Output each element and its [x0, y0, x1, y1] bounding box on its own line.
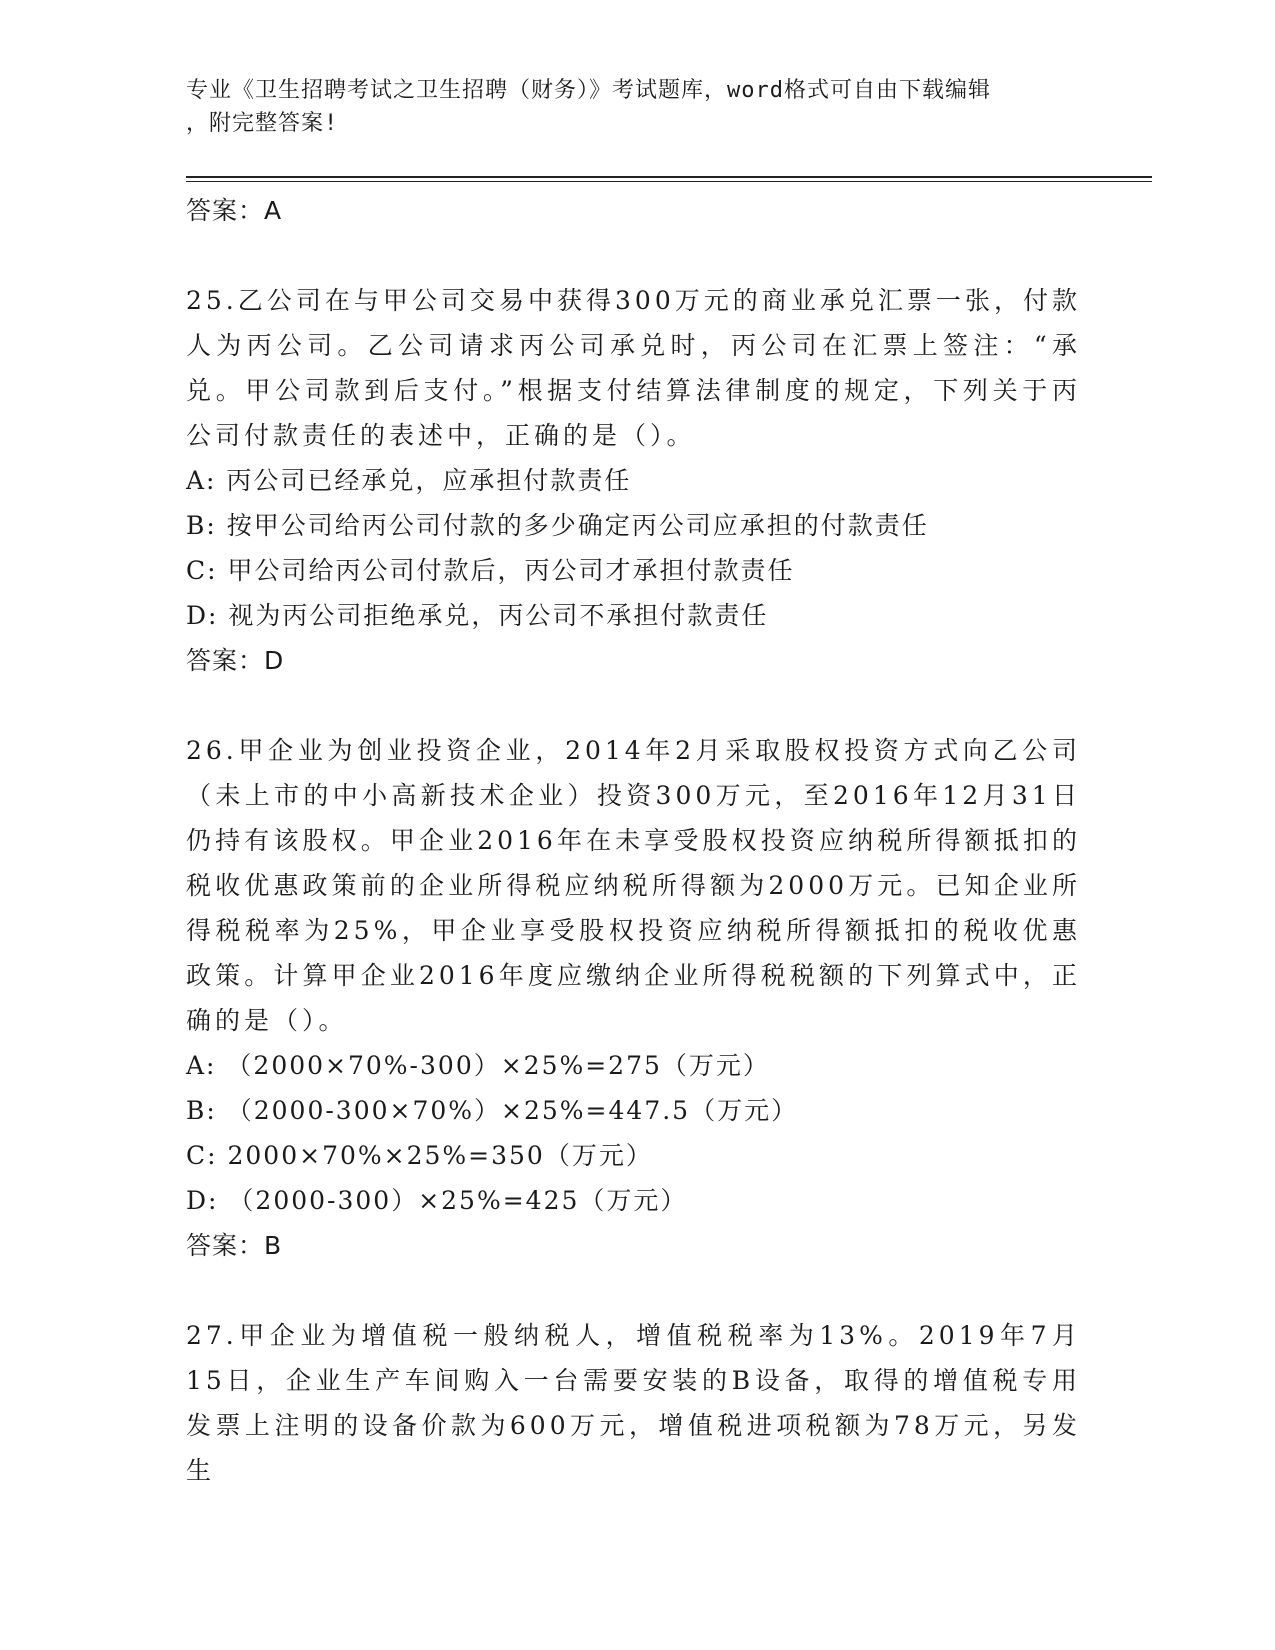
- page-header: [186, 74, 1066, 140]
- header-line-1: 专业《卫生招聘考试之卫生招聘（财务）》考试题库，word格式可自由下载编辑: [186, 78, 991, 103]
- option-a: A: （2000×70%-300）×25%=275（万元）: [186, 1051, 770, 1080]
- spacer: [186, 684, 1081, 728]
- option-b: B: （2000-300×70%）×25%=447.5（万元）: [186, 1096, 799, 1125]
- option-d: D: 视为丙公司拒绝承兑，丙公司不承担付款责任: [186, 601, 769, 630]
- answer-line: [186, 638, 1081, 684]
- spacer: [186, 234, 1081, 278]
- question-stem: 27.甲企业为增值税一般纳税人，增值税税率为13%。2019年7月15日，企业生产车间购入一台需要安装的B设备，取得的增值税专用发票上注明的设备价款为600万元，增值税进项税额为78万元，另发生: [186, 1321, 1081, 1485]
- option-d: D: （2000-300）×25%=425（万元）: [186, 1186, 688, 1215]
- option-c: C: 甲公司给丙公司付款后，丙公司才承担付款责任: [186, 556, 795, 585]
- header-line-2: ，附完整答案!: [186, 111, 339, 136]
- question-26: [186, 728, 1081, 1269]
- answer-label: 答案：: [186, 646, 265, 675]
- question-27: [186, 1313, 1081, 1493]
- answer-line: [186, 1223, 1081, 1269]
- question-stem: 26.甲企业为创业投资企业，2014年2月采取股权投资方式向乙公司（未上市的中小高新技术企业）投资300万元，至2016年12月31日仍持有该股权。甲企业2016年在未享受股权投资应纳税所得额抵扣的税收优惠政策前的企业所得税应纳税所得额为2000万元。已知企业所得税税率为25%，甲企业享受股权投资应纳税所得额抵扣的税收优惠政策。计算甲企业2016年度应缴纳企业所得税税额的下列算式中，正确的是（）。: [186, 736, 1081, 1035]
- header-rule-thick: [186, 176, 1152, 178]
- spacer: [186, 1269, 1081, 1313]
- answer-value: B: [264, 1231, 283, 1260]
- option-c: C: 2000×70%×25%=350（万元）: [186, 1141, 653, 1170]
- answer-value: D: [264, 646, 285, 675]
- question-stem: 25.乙公司在与甲公司交易中获得300万元的商业承兑汇票一张，付款人为丙公司。乙公司请求丙公司承兑时，丙公司在汇票上签注：“承兑。甲公司款到后支付。”根据支付结算法律制度的规定，下列关于丙公司付款责任的表述中，正确的是（）。: [186, 286, 1081, 450]
- document-body: [186, 188, 1081, 1493]
- option-b: B: 按甲公司给丙公司付款的多少确定丙公司应承担的付款责任: [186, 511, 929, 540]
- answer-label: 答案：: [186, 1231, 265, 1260]
- header-rule-thin: [186, 181, 1152, 182]
- answer-value: A: [264, 196, 283, 225]
- option-a: A: 丙公司已经承兑，应承担付款责任: [186, 466, 632, 495]
- answer-label: 答案：: [186, 196, 265, 225]
- answer-line: [186, 188, 1081, 234]
- question-25: [186, 278, 1081, 684]
